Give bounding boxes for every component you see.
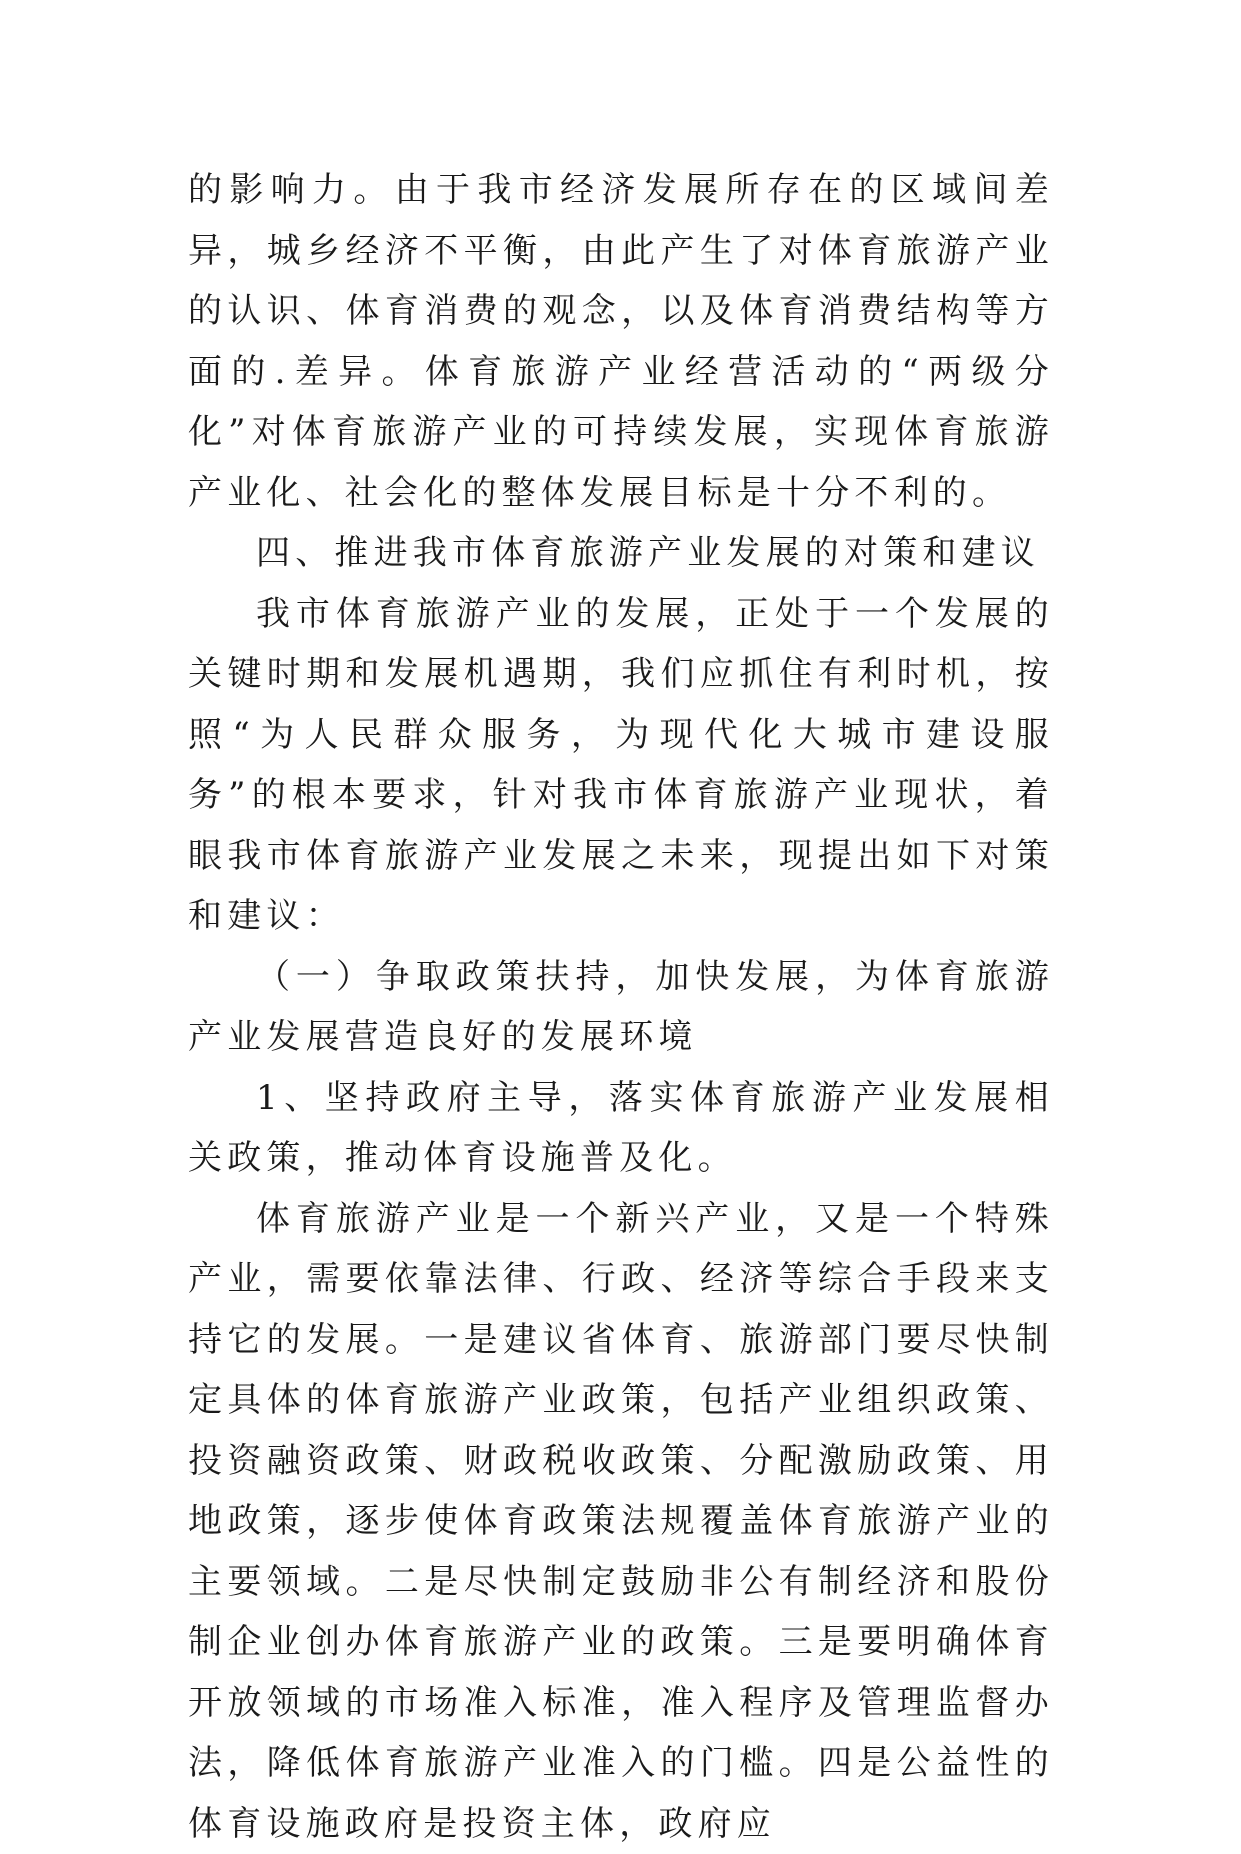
section-heading: 四、推进我市体育旅游产业发展的对策和建议 — [188, 523, 1054, 584]
numbered-item-heading: 1、坚持政府主导，落实体育旅游产业发展相关政策，推动体育设施普及化。 — [188, 1068, 1054, 1189]
paragraph-body: 体育旅游产业是一个新兴产业，又是一个特殊产业，需要依靠法律、行政、经济等综合手段来支持它的发展。一是建议省体育、旅游部门要尽快制定具体的体育旅游产业政策，包括产业组织政策、投资融资政策、财政税收政策、分配激励政策、用地政策，逐步使体育政策法规覆盖体育旅游产业的主要领域。二是尽快制定鼓励非公有制经济和股份制企业创办体育旅游产业的政策。三是要明确体育开放领域的市场准入标准，准入程序及管理监督办法，降低体育旅游产业准入的门槛。四是公益性的体育设施政府是投资主体，政府应 — [188, 1189, 1054, 1854]
paragraph-continuation: 的影响力。由于我市经济发展所存在的区域间差异，城乡经济不平衡，由此产生了对体育旅游产业的认识、体育消费的观念，以及体育消费结构等方面的.差异。体育旅游产业经营活动的“两级分化”对体育旅游产业的可持续发展，实现体育旅游产业化、社会化的整体发展目标是十分不利的。 — [188, 160, 1054, 523]
paragraph-body: 我市体育旅游产业的发展，正处于一个发展的关键时期和发展机遇期，我们应抓住有利时机，按照“为人民群众服务，为现代化大城市建设服务”的根本要求，针对我市体育旅游产业现状，着眼我市体育旅游产业发展之未来，现提出如下对策和建议： — [188, 584, 1054, 947]
subsection-heading: （一）争取政策扶持，加快发展，为体育旅游产业发展营造良好的发展环境 — [188, 947, 1054, 1068]
document-body — [188, 160, 1054, 1854]
